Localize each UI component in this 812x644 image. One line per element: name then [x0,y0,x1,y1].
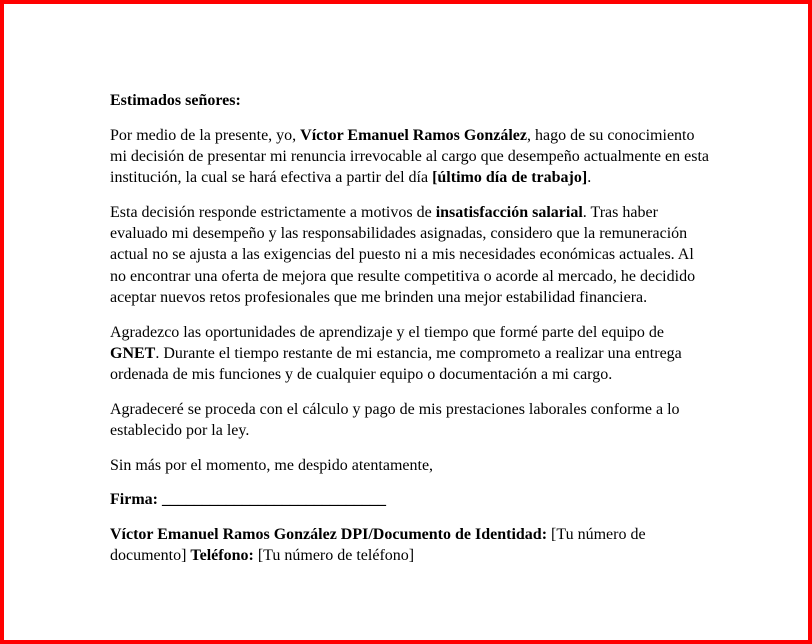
reason-paragraph [110,202,712,308]
text-segment: . Durante el tiempo restante de mi estancia, me comprometo a realizar una entrega ordenada de mis funciones y de cualquier equipo o documentación a mi cargo. [110,344,682,384]
letter-body [110,90,712,580]
benefits-paragraph [110,399,712,442]
text-segment: Agradeceré se proceda con el cálculo y pago de mis prestaciones laborales conforme a lo establecido por la ley. [110,400,680,440]
signature-line [110,489,712,510]
text-segment: , hago de su conocimiento mi decisión de presentar mi renuncia irrevocable al cargo que desempeño actualmente en esta institución, la cual se hará efectiva a partir del día [110,126,709,187]
identity-label: Víctor Emanuel Ramos González DPI/Documento de Identidad: [110,525,548,543]
text-segment: . Tras haber evaluado mi desempeño y las responsabilidades asignadas, considero que la remuneración actual no se ajusta a las exigencias del puesto ni a mis necesidades económicas actuales. Al no encontrar una oferta de mejora que resulte competitiva o acorde al mercado, he decidido aceptar nuevos retos profesionales que me brinden una mejor estabilidad financiera. [110,203,696,306]
phone-label: Teléfono: [190,547,254,565]
salutation [110,90,712,111]
text-segment: . [587,169,592,187]
gratitude-paragraph [110,322,712,386]
phone-number-placeholder: [Tu número de teléfono] [253,547,415,565]
bold-text-segment: Estimados señores: [110,92,241,109]
text-segment: Agradezco las oportunidades de aprendizaje y el tiempo que formé parte del equipo de [110,323,664,341]
text-segment: Esta decisión responde estrictamente a motivos de [110,203,436,221]
document-number-placeholder: [Tu número de documento] [110,525,646,565]
last-day-placeholder: [último día de trabajo] [432,169,588,187]
signature-label: Firma: [110,491,162,509]
company-name: GNET [110,344,156,362]
text-segment: Por medio de la presente, yo, [110,126,301,144]
opening-paragraph [110,125,712,189]
signature-underline: ____________________________ [161,491,386,509]
sender-name: Víctor Emanuel Ramos González [300,126,527,144]
contact-block [110,524,712,567]
reason-highlight: insatisfacción salarial [435,203,583,221]
text-segment: Sin más por el momento, me despido atentamente, [110,456,434,474]
farewell-line [110,455,712,476]
